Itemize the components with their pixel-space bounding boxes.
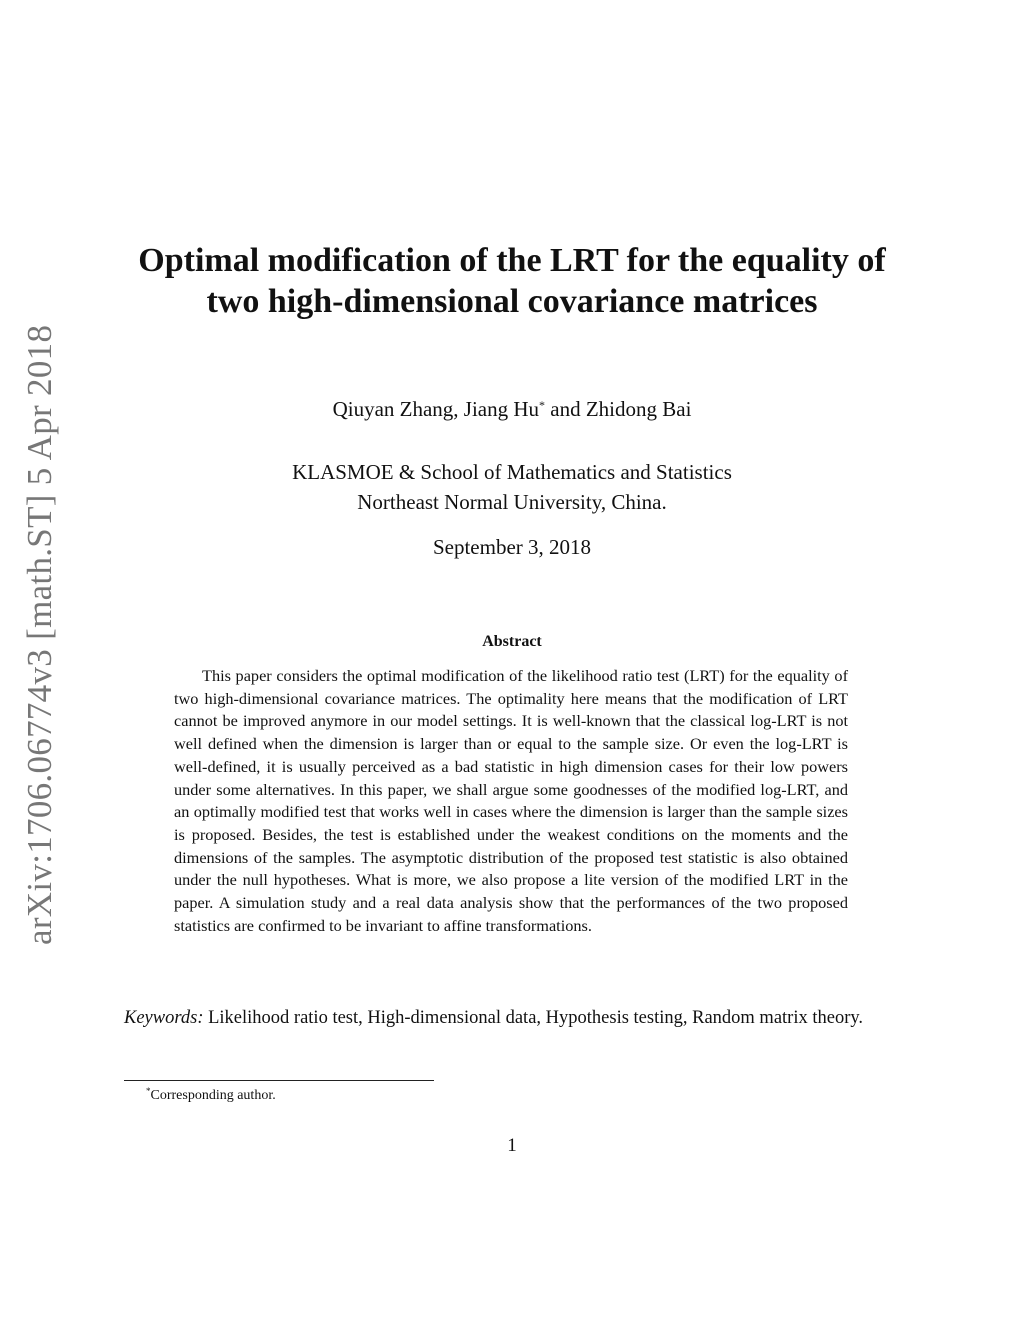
paper-title: Optimal modification of the LRT for the equality of two high-dimensional covariance matrices xyxy=(138,242,886,320)
page-number: 1 xyxy=(507,1135,517,1156)
footnote-marker: * xyxy=(146,1086,151,1096)
footnote-divider xyxy=(124,1080,434,1081)
abstract-heading: Abstract xyxy=(482,633,542,650)
paper-date: September 3, 2018 xyxy=(432,535,592,559)
corresponding-marker: * xyxy=(539,398,546,412)
author-names: Qiuyan Zhang, Jiang Hu xyxy=(332,397,540,421)
abstract-body: This paper considers the optimal modification of the likelihood ratio test (LRT) for the equality of two high-dimensional covariance matrices. The optimality here means that the modification of LRT cannot be improved anymore in our model settings. It is well-known that the classical log-LRT is not well defined when the dimension is larger than or equal to the sample size. Or even the log-LRT is well-defined, it is usually perceived as a bad statistic in high dimension cases for their low powers under some alternatives. In this paper, we shall argue some goodnesses of the modified log-LRT, and an optimally modified test that works well in cases where the dimension is larger than the sample sizes is proposed. Besides, the test is established under the weakest conditions on the moments and the dimensions of the samples. The asymptotic distribution of the proposed test statistic is also obtained under the null hypotheses. What is more, we also propose a lite version of the modified LRT in the paper. A simulation study and a real data analysis show that the performances of the two proposed statistics are confirmed to be invariant to affine transformations. xyxy=(174,666,848,935)
author-names-last: and Zhidong Bai xyxy=(545,397,692,421)
footnote-text: Corresponding author. xyxy=(150,1088,276,1103)
author-list xyxy=(124,397,900,422)
affiliation xyxy=(124,457,900,517)
keywords-label: Keywords: xyxy=(124,1008,204,1028)
keywords xyxy=(124,1005,896,1031)
affiliation-line-1: KLASMOE & School of Mathematics and Statistics xyxy=(292,460,732,484)
keywords-text: Likelihood ratio test, High-dimensional data, Hypothesis testing, Random matrix theory. xyxy=(203,1008,864,1028)
arxiv-identifier: arXiv:1706.06774v3 [math.ST] 5 Apr 2018 xyxy=(20,324,59,945)
affiliation-line-2: Northeast Normal University, China. xyxy=(357,490,667,514)
footnote xyxy=(146,1086,276,1104)
